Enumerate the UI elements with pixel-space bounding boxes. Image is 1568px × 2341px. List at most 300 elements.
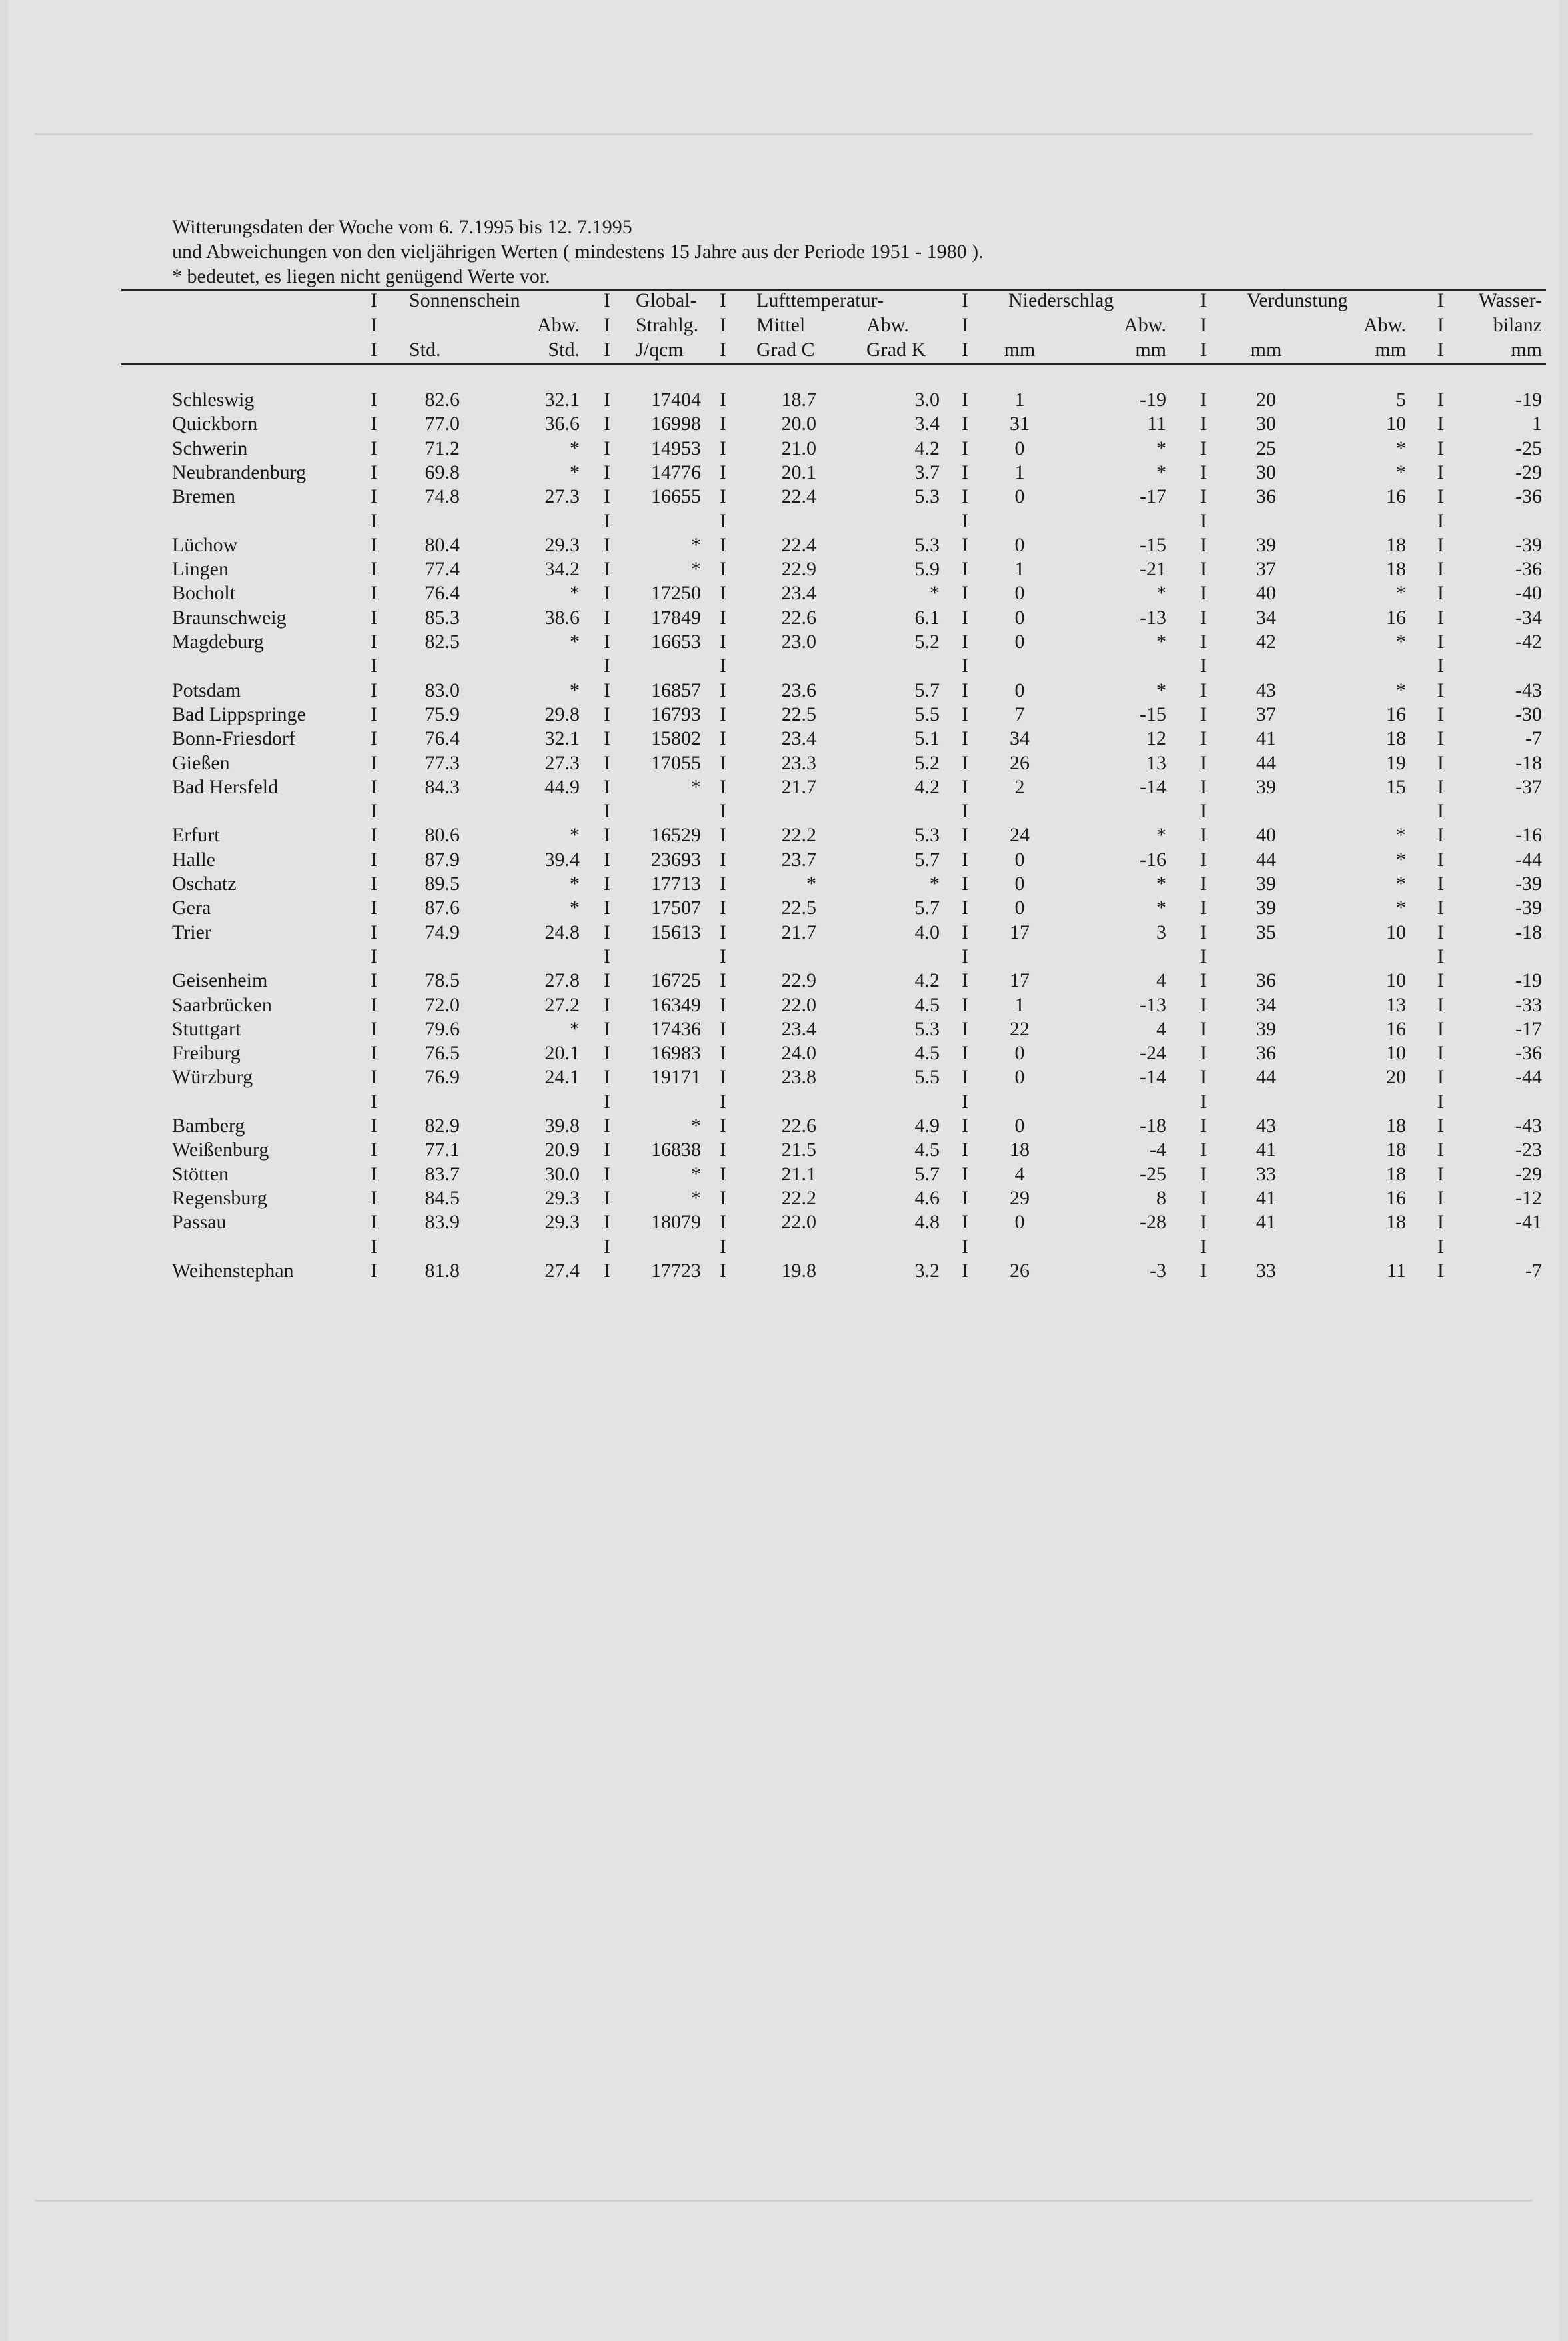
- column-separator: I: [720, 558, 726, 581]
- precipitation: 0: [1014, 485, 1025, 508]
- precipitation: 0: [1014, 1115, 1025, 1137]
- column-separator: I: [371, 289, 377, 311]
- column-separator: I: [371, 679, 377, 701]
- column-separator: I: [1200, 509, 1207, 532]
- column-separator: I: [1200, 1235, 1207, 1258]
- sunshine-deviation: *: [570, 461, 580, 483]
- temp-deviation: 5.2: [914, 751, 940, 774]
- header-footnote: * bedeutet, es liegen nicht genügend Werte vor.: [172, 265, 550, 287]
- station-name: Stötten: [172, 1163, 229, 1185]
- evaporation: 44: [1256, 751, 1276, 774]
- global-radiation: *: [691, 1115, 701, 1137]
- column-separator: I: [720, 533, 726, 556]
- precipitation: 17: [1010, 969, 1030, 992]
- column-separator: I: [1437, 314, 1444, 336]
- column-separator: I: [720, 751, 726, 774]
- column-separator: I: [962, 1186, 968, 1209]
- evaporation: 36: [1256, 969, 1276, 992]
- water-balance: -37: [1515, 775, 1542, 798]
- column-separator: I: [371, 1163, 377, 1185]
- evaporation-deviation: 10: [1386, 413, 1406, 435]
- col-header-evap-deviation: Abw.: [1363, 314, 1406, 336]
- station-name: Weihenstephan: [172, 1259, 294, 1282]
- evaporation-deviation: 10: [1386, 969, 1406, 992]
- column-separator: I: [720, 339, 726, 361]
- column-separator: I: [604, 389, 610, 411]
- column-separator: I: [1437, 703, 1444, 725]
- temp-deviation: 4.6: [914, 1186, 940, 1209]
- sunshine-hours: 83.7: [424, 1163, 460, 1185]
- column-separator: I: [962, 461, 968, 483]
- column-separator: I: [1437, 1090, 1444, 1113]
- column-separator: I: [604, 1042, 610, 1065]
- temp-deviation: 5.3: [914, 1017, 940, 1040]
- column-separator: I: [1200, 897, 1207, 919]
- evaporation: 25: [1256, 437, 1276, 459]
- sunshine-hours: 87.6: [424, 897, 460, 919]
- col-header-unit-mm: mm: [1004, 339, 1036, 361]
- sunshine-hours: 84.5: [424, 1186, 460, 1209]
- precipitation-deviation: -13: [1140, 606, 1166, 629]
- document-header: [172, 215, 984, 289]
- column-separator: I: [962, 606, 968, 629]
- precipitation-deviation: 4: [1156, 1017, 1166, 1040]
- column-separator: I: [962, 1017, 968, 1040]
- global-radiation: 16793: [651, 703, 701, 725]
- column-separator: I: [604, 945, 610, 967]
- global-radiation: 23693: [651, 848, 701, 871]
- sunshine-deviation: *: [570, 873, 580, 895]
- temp-mean: 22.2: [781, 1186, 816, 1209]
- column-separator: I: [371, 897, 377, 919]
- col-header-precipitation: Niederschlag: [1008, 289, 1114, 311]
- column-separator: I: [371, 1186, 377, 1209]
- precipitation: 17: [1010, 921, 1030, 943]
- column-separator: I: [1200, 727, 1207, 750]
- evaporation-deviation: *: [1396, 897, 1406, 919]
- station-name: Stuttgart: [172, 1017, 241, 1040]
- temp-deviation: 3.2: [914, 1259, 940, 1282]
- sunshine-deviation: 20.9: [544, 1139, 580, 1161]
- column-separator: I: [371, 509, 377, 532]
- evaporation-deviation: 18: [1386, 533, 1406, 556]
- precipitation-deviation: -21: [1140, 558, 1166, 581]
- evaporation: 20: [1256, 389, 1276, 411]
- sunshine-deviation: 32.1: [544, 727, 580, 750]
- temp-mean: 19.8: [781, 1259, 816, 1282]
- precipitation-deviation: 13: [1146, 751, 1166, 774]
- station-name: Bocholt: [172, 582, 235, 605]
- column-separator: I: [720, 655, 726, 677]
- column-separator: I: [604, 289, 610, 311]
- water-balance: -19: [1515, 389, 1542, 411]
- column-separator: I: [1437, 1211, 1444, 1234]
- evaporation: 40: [1256, 824, 1276, 847]
- column-separator: I: [604, 413, 610, 435]
- col-header-unit-std: Std.: [409, 339, 441, 361]
- evaporation-deviation: 18: [1386, 1163, 1406, 1185]
- column-separator: I: [962, 558, 968, 581]
- column-separator: I: [1437, 509, 1444, 532]
- evaporation-deviation: *: [1396, 437, 1406, 459]
- column-separator: I: [1200, 751, 1207, 774]
- temp-mean: 21.7: [781, 775, 816, 798]
- evaporation-deviation: 11: [1387, 1259, 1406, 1282]
- sunshine-deviation: 38.6: [544, 606, 580, 629]
- precipitation: 0: [1014, 848, 1025, 871]
- column-separator: I: [720, 606, 726, 629]
- col-header-unit-mm-water: mm: [1511, 339, 1542, 361]
- evaporation: 39: [1256, 775, 1276, 798]
- temp-deviation: 4.2: [914, 775, 940, 798]
- column-separator: I: [604, 606, 610, 629]
- station-name: Gießen: [172, 751, 230, 774]
- column-separator: I: [720, 1042, 726, 1065]
- evaporation-deviation: 18: [1386, 558, 1406, 581]
- water-balance: -17: [1515, 1017, 1542, 1040]
- column-separator: I: [1200, 848, 1207, 871]
- sunshine-hours: 76.4: [424, 582, 460, 605]
- scan-artifact: [35, 133, 1533, 135]
- water-balance: -42: [1515, 631, 1542, 653]
- column-separator: I: [371, 873, 377, 895]
- column-separator: I: [962, 289, 968, 311]
- water-balance: -25: [1515, 437, 1542, 459]
- column-separator: I: [371, 582, 377, 605]
- column-separator: I: [1200, 1017, 1207, 1040]
- sunshine-hours: 82.6: [424, 389, 460, 411]
- global-radiation: 16655: [651, 485, 701, 508]
- sunshine-hours: 84.3: [424, 775, 460, 798]
- column-separator: I: [720, 993, 726, 1016]
- evaporation-deviation: 18: [1386, 1115, 1406, 1137]
- column-separator: I: [604, 873, 610, 895]
- sunshine-deviation: 27.2: [544, 993, 580, 1016]
- column-separator: I: [720, 727, 726, 750]
- temp-mean: 23.8: [781, 1066, 816, 1089]
- evaporation-deviation: 16: [1386, 1186, 1406, 1209]
- water-balance: -41: [1515, 1211, 1542, 1234]
- header-subtitle: und Abweichungen von den vieljährigen Werten ( mindestens 15 Jahre aus der Periode 1951 - 1980 ).: [172, 241, 984, 263]
- temp-mean: 23.4: [781, 727, 816, 750]
- global-radiation: 17507: [651, 897, 701, 919]
- column-separator: I: [962, 413, 968, 435]
- column-separator: I: [1437, 1017, 1444, 1040]
- temp-mean: 22.2: [781, 824, 816, 847]
- column-separator: I: [962, 921, 968, 943]
- column-separator: I: [1200, 993, 1207, 1016]
- global-radiation: 16857: [651, 679, 701, 701]
- col-header-sunshine-deviation: Abw.: [537, 314, 580, 336]
- column-separator: I: [1437, 289, 1444, 311]
- column-separator: I: [371, 389, 377, 411]
- sunshine-deviation: *: [570, 631, 580, 653]
- station-name: Erfurt: [172, 824, 220, 847]
- precipitation-deviation: -14: [1140, 775, 1166, 798]
- column-separator: I: [371, 339, 377, 361]
- temp-mean: 22.0: [781, 1211, 816, 1234]
- column-separator: I: [1200, 800, 1207, 823]
- column-separator: I: [1437, 631, 1444, 653]
- temp-mean: 23.7: [781, 848, 816, 871]
- column-separator: I: [962, 1042, 968, 1065]
- temp-deviation: 4.5: [914, 993, 940, 1016]
- column-separator: I: [962, 1066, 968, 1089]
- sunshine-deviation: 27.3: [544, 751, 580, 774]
- column-separator: I: [1200, 437, 1207, 459]
- water-balance: -18: [1515, 751, 1542, 774]
- sunshine-deviation: 36.6: [544, 413, 580, 435]
- column-separator: I: [962, 775, 968, 798]
- column-separator: I: [1437, 606, 1444, 629]
- water-balance: -7: [1525, 1259, 1542, 1282]
- evaporation-deviation: 15: [1386, 775, 1406, 798]
- evaporation-deviation: *: [1396, 848, 1406, 871]
- column-separator: I: [1200, 775, 1207, 798]
- temp-mean: 22.4: [781, 485, 816, 508]
- sunshine-deviation: 44.9: [544, 775, 580, 798]
- global-radiation: *: [691, 533, 701, 556]
- column-separator: I: [371, 1115, 377, 1137]
- global-radiation: 17849: [651, 606, 701, 629]
- evaporation: 30: [1256, 461, 1276, 483]
- column-separator: I: [720, 413, 726, 435]
- station-name: Schleswig: [172, 389, 255, 411]
- precipitation-deviation: -16: [1140, 848, 1166, 871]
- column-separator: I: [1200, 1115, 1207, 1137]
- column-separator: I: [962, 533, 968, 556]
- water-balance: -36: [1515, 485, 1542, 508]
- column-separator: I: [371, 655, 377, 677]
- station-name: Freiburg: [172, 1042, 241, 1065]
- global-radiation: 17055: [651, 751, 701, 774]
- temp-deviation: 5.3: [914, 485, 940, 508]
- station-name: Regensburg: [172, 1186, 267, 1209]
- station-name: Passau: [172, 1211, 227, 1234]
- header-title: Witterungsdaten der Woche vom 6. 7.1995 bis 12. 7.1995: [172, 216, 632, 238]
- column-separator: I: [962, 1139, 968, 1161]
- column-separator: I: [1200, 945, 1207, 967]
- temp-mean: 23.3: [781, 751, 816, 774]
- temp-deviation: 4.9: [914, 1115, 940, 1137]
- column-separator: I: [720, 679, 726, 701]
- precipitation-deviation: -3: [1150, 1259, 1166, 1282]
- column-separator: I: [720, 314, 726, 336]
- column-separator: I: [1200, 921, 1207, 943]
- column-separator: I: [1437, 751, 1444, 774]
- evaporation: 33: [1256, 1163, 1276, 1185]
- evaporation-deviation: 19: [1386, 751, 1406, 774]
- temp-mean: 21.1: [781, 1163, 816, 1185]
- column-separator: I: [1437, 339, 1444, 361]
- temp-mean: 20.1: [781, 461, 816, 483]
- column-separator: I: [1200, 824, 1207, 847]
- evaporation-deviation: 13: [1386, 993, 1406, 1016]
- temp-deviation: 5.9: [914, 558, 940, 581]
- evaporation-deviation: *: [1396, 631, 1406, 653]
- column-separator: I: [371, 921, 377, 943]
- column-separator: I: [1200, 339, 1207, 361]
- col-header-precip-deviation: Abw.: [1124, 314, 1166, 336]
- evaporation-deviation: 16: [1386, 485, 1406, 508]
- precipitation: 29: [1010, 1186, 1030, 1209]
- water-balance: -12: [1515, 1186, 1542, 1209]
- column-separator: I: [962, 824, 968, 847]
- column-separator: I: [962, 1259, 968, 1282]
- column-separator: I: [604, 824, 610, 847]
- column-separator: I: [1437, 775, 1444, 798]
- column-separator: I: [1437, 485, 1444, 508]
- precipitation: 0: [1014, 631, 1025, 653]
- column-separator: I: [720, 921, 726, 943]
- column-separator: I: [371, 969, 377, 992]
- sunshine-hours: 87.9: [424, 848, 460, 871]
- precipitation-deviation: -19: [1140, 389, 1166, 411]
- column-separator: I: [371, 1235, 377, 1258]
- station-name: Halle: [172, 848, 215, 871]
- col-header-unit-std-dev: Std.: [548, 339, 580, 361]
- column-separator: I: [720, 824, 726, 847]
- sunshine-hours: 83.9: [424, 1211, 460, 1234]
- column-separator: I: [371, 461, 377, 483]
- station-name: Bad Hersfeld: [172, 775, 279, 798]
- column-separator: I: [1437, 848, 1444, 871]
- evaporation: 41: [1256, 1211, 1276, 1234]
- precipitation-deviation: *: [1156, 824, 1166, 847]
- temp-deviation: 4.0: [914, 921, 940, 943]
- column-separator: I: [371, 485, 377, 508]
- column-separator: I: [1437, 1115, 1444, 1137]
- sunshine-hours: 82.5: [424, 631, 460, 653]
- evaporation-deviation: 10: [1386, 921, 1406, 943]
- precipitation-deviation: -13: [1140, 993, 1166, 1016]
- global-radiation: 17404: [651, 389, 701, 411]
- sunshine-deviation: 27.3: [544, 485, 580, 508]
- column-separator: I: [1437, 993, 1444, 1016]
- evaporation: 34: [1256, 606, 1276, 629]
- col-header-temp-deviation: Abw.: [866, 314, 909, 336]
- precipitation: 0: [1014, 437, 1025, 459]
- column-separator: I: [962, 655, 968, 677]
- column-separator: I: [962, 339, 968, 361]
- sunshine-hours: 77.1: [424, 1139, 460, 1161]
- sunshine-deviation: 29.3: [544, 1186, 580, 1209]
- precipitation: 2: [1014, 775, 1025, 798]
- water-balance: -39: [1515, 873, 1542, 895]
- column-separator: I: [371, 413, 377, 435]
- global-radiation: 16725: [651, 969, 701, 992]
- temp-deviation: 3.0: [914, 389, 940, 411]
- column-separator: I: [604, 631, 610, 653]
- col-header-evaporation: Verdunstung: [1247, 289, 1348, 311]
- precipitation-deviation: *: [1156, 582, 1166, 605]
- sunshine-deviation: 29.3: [544, 1211, 580, 1234]
- table-header-rule: [121, 363, 1546, 365]
- column-separator: I: [962, 1163, 968, 1185]
- evaporation: 39: [1256, 1017, 1276, 1040]
- column-separator: I: [962, 703, 968, 725]
- evaporation: 39: [1256, 873, 1276, 895]
- water-balance: -44: [1515, 848, 1542, 871]
- column-separator: I: [604, 1259, 610, 1282]
- global-radiation: 15802: [651, 727, 701, 750]
- precipitation-deviation: -14: [1140, 1066, 1166, 1089]
- column-separator: I: [1200, 1259, 1207, 1282]
- column-separator: I: [1437, 897, 1444, 919]
- col-header-air-temperature: Lufttemperatur-: [756, 289, 884, 311]
- evaporation-deviation: 16: [1386, 1017, 1406, 1040]
- column-separator: I: [1200, 1139, 1207, 1161]
- column-separator: I: [1437, 461, 1444, 483]
- col-header-unit-grad-c: Grad C: [756, 339, 815, 361]
- column-separator: I: [720, 1139, 726, 1161]
- column-separator: I: [1437, 1139, 1444, 1161]
- station-name: Weißenburg: [172, 1139, 269, 1161]
- column-separator: I: [962, 727, 968, 750]
- column-separator: I: [604, 655, 610, 677]
- temp-deviation: 5.2: [914, 631, 940, 653]
- precipitation: 0: [1014, 582, 1025, 605]
- column-separator: I: [604, 1211, 610, 1234]
- precipitation: 31: [1010, 413, 1030, 435]
- sunshine-hours: 72.0: [424, 993, 460, 1016]
- precipitation: 18: [1010, 1139, 1030, 1161]
- col-header-unit-mm-dev: mm: [1135, 339, 1166, 361]
- temp-mean: 18.7: [781, 389, 816, 411]
- sunshine-deviation: 20.1: [544, 1042, 580, 1065]
- column-separator: I: [604, 897, 610, 919]
- column-separator: I: [604, 800, 610, 823]
- station-name: Geisenheim: [172, 969, 268, 992]
- global-radiation: 14776: [651, 461, 701, 483]
- water-balance: -18: [1515, 921, 1542, 943]
- column-separator: I: [1437, 945, 1444, 967]
- sunshine-deviation: 24.8: [544, 921, 580, 943]
- column-separator: I: [1200, 1211, 1207, 1234]
- column-separator: I: [962, 800, 968, 823]
- evaporation: 36: [1256, 1042, 1276, 1065]
- evaporation-deviation: *: [1396, 679, 1406, 701]
- precipitation: 1: [1014, 993, 1025, 1016]
- precipitation-deviation: -28: [1140, 1211, 1166, 1234]
- column-separator: I: [1200, 1042, 1207, 1065]
- column-separator: I: [371, 727, 377, 750]
- temp-mean: 22.9: [781, 969, 816, 992]
- column-separator: I: [962, 873, 968, 895]
- column-separator: I: [1437, 1163, 1444, 1185]
- sunshine-deviation: 39.4: [544, 848, 580, 871]
- evaporation-deviation: *: [1396, 582, 1406, 605]
- column-separator: I: [604, 751, 610, 774]
- column-separator: I: [371, 437, 377, 459]
- evaporation-deviation: 16: [1386, 703, 1406, 725]
- sunshine-hours: 83.0: [424, 679, 460, 701]
- global-radiation: 17713: [651, 873, 701, 895]
- station-name: Würzburg: [172, 1066, 253, 1089]
- sunshine-hours: 76.9: [424, 1066, 460, 1089]
- column-separator: I: [1200, 631, 1207, 653]
- precipitation: 1: [1014, 558, 1025, 581]
- temp-mean: 22.6: [781, 606, 816, 629]
- sunshine-deviation: *: [570, 1017, 580, 1040]
- sunshine-deviation: 29.3: [544, 533, 580, 556]
- column-separator: I: [1200, 413, 1207, 435]
- column-separator: I: [604, 1017, 610, 1040]
- col-header-water-balance-2: bilanz: [1493, 314, 1542, 336]
- evaporation: 37: [1256, 703, 1276, 725]
- column-separator: I: [604, 848, 610, 871]
- temp-deviation: 5.7: [914, 848, 940, 871]
